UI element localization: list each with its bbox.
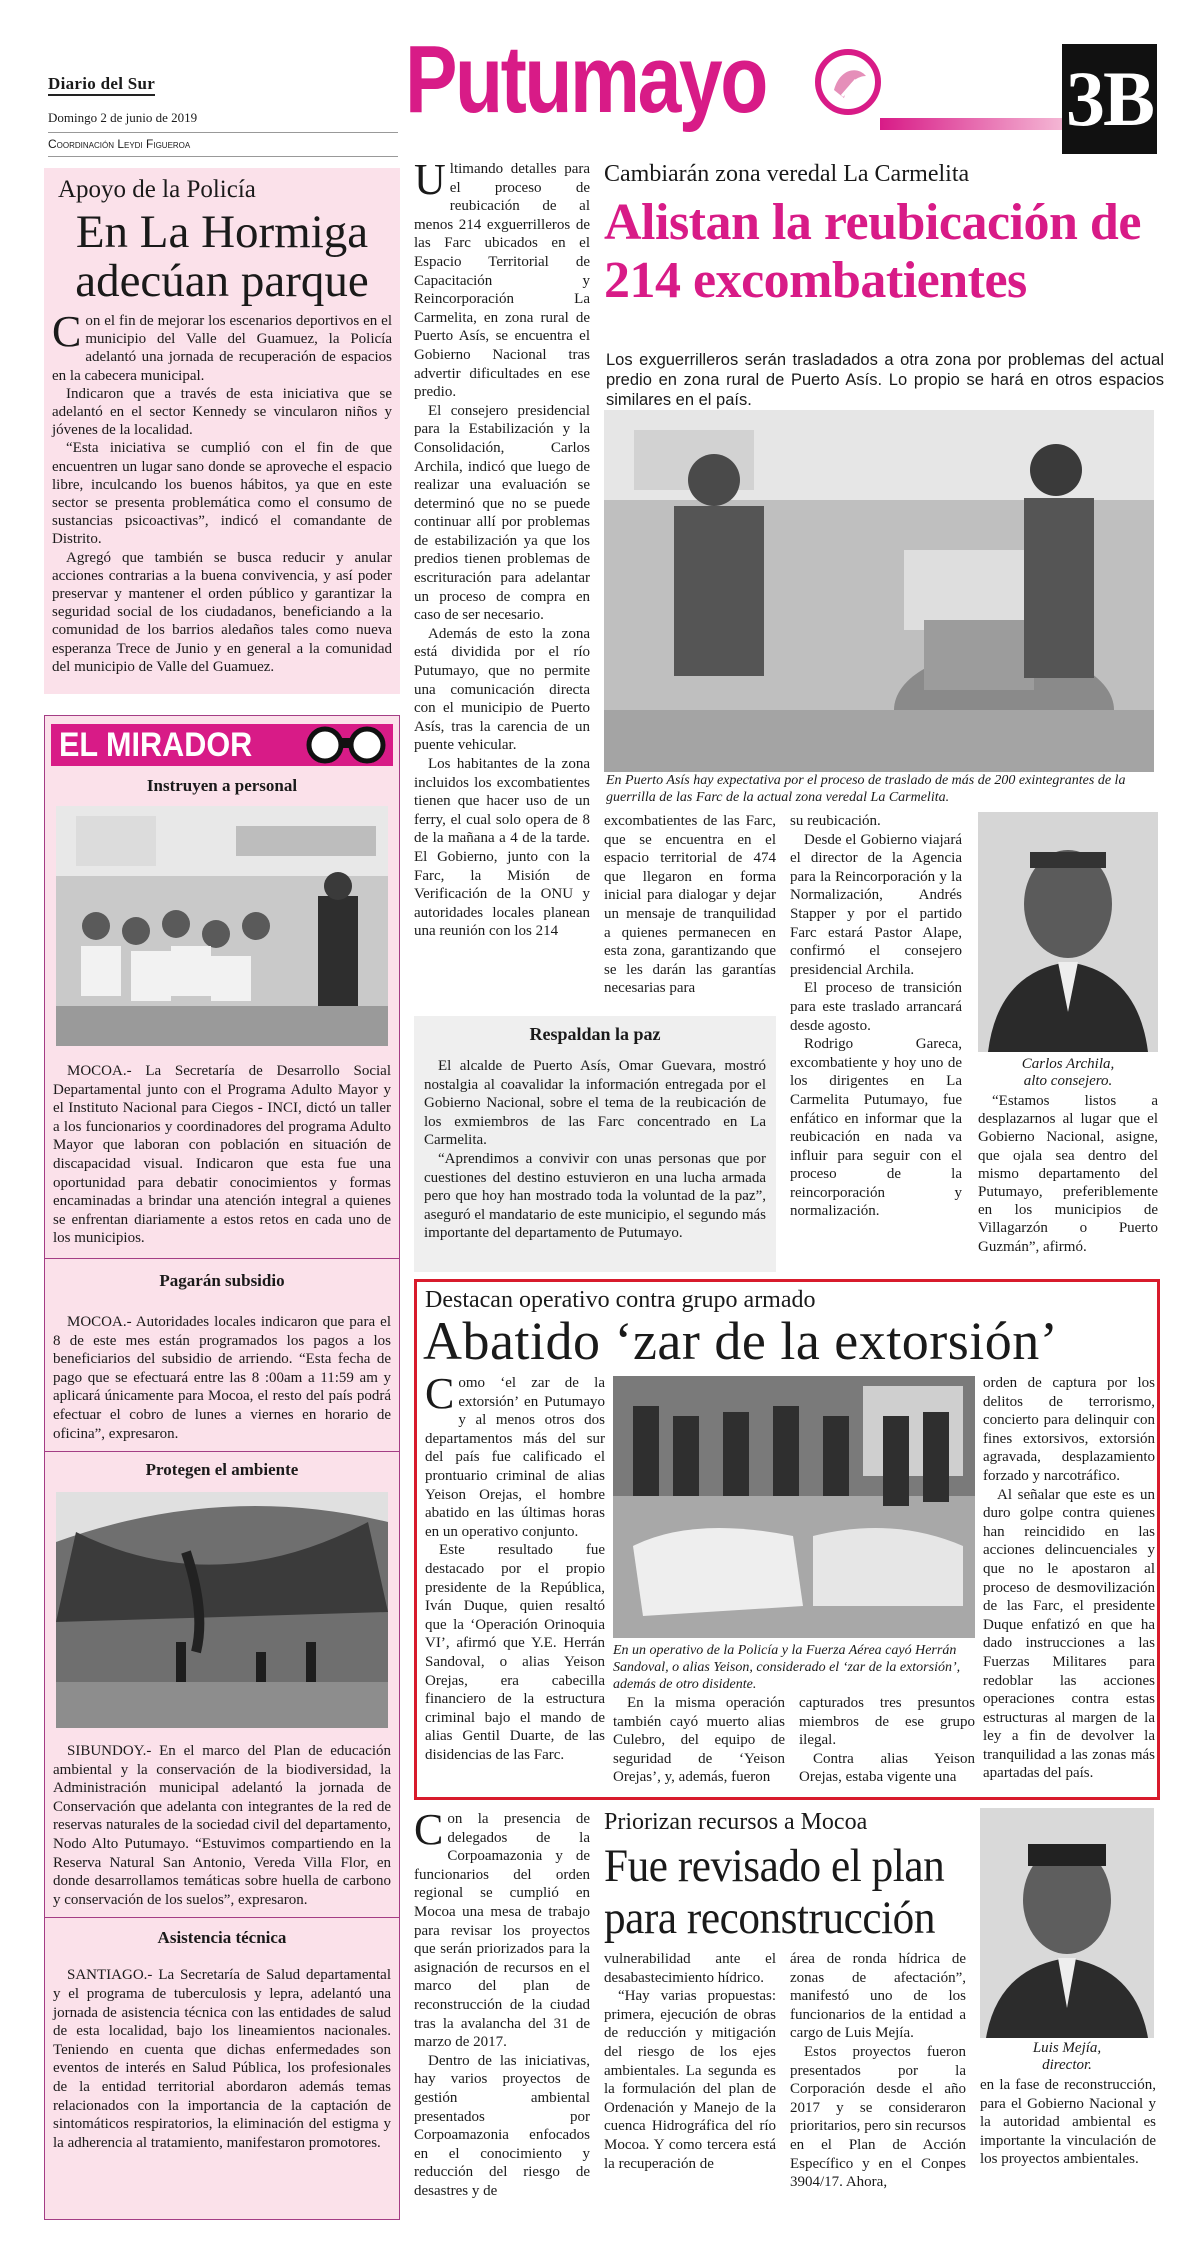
carmelita-headline: Alistan la reubicación de 214 excombatientes xyxy=(604,194,1141,309)
mocoa-dropcap: C xyxy=(414,1805,444,1854)
environment-photo xyxy=(56,1492,388,1728)
mocoa-column-1 xyxy=(414,1805,590,2220)
page-number: 3B xyxy=(1065,55,1154,142)
carmelita-column-1 xyxy=(414,155,590,1070)
carmelita-paragraph: Además de esto la zona está dividida por el río Putumayo, que no permite una comunicación directa con el municipio de Puerto Asís, tras la carencia de un puente vehicular. xyxy=(414,625,590,754)
mirador-divider xyxy=(45,1917,399,1918)
coordination-credit: Coordinación Leydi Figueroa xyxy=(48,137,191,151)
extorsion-paragraph: Al señalar que este es un duro golpe contra quienes han reincidido en las acciones delincuenciales y que no le apostaron al proceso de desmovilización de las Farc, el presidente Duque enfatizó en que ha dado instrucciones a las Fuerzas Militares para redoblar las acciones operaciones contra estas estructuras al margen de la ley a fin de devolver la tranquilidad a las zonas más apartadas del país. xyxy=(983,1486,1155,1782)
mirador-paragraph: MOCOA.- La Secretaría de Desarrollo Social Departamental junto con el Programa Adulto Mayor y el Instituto Nacional para Ciegos - INCI, dictó un taller a los funcionarios y coordinadores del programa Adulto Mayor que laboran con población en situación de discapacidad visual. Indicaron que esta fue una oportunidad para debatir conocimientos y formas encaminadas a brindar una atención integral a quienes se enfrentan diariamente a estos retos en cada uno de los municipios. xyxy=(53,1063,391,1247)
mocoa-paragraph: área de ronda hídrica de zonas de afectación”, manifestó uno de los funcionarios de la entidad a cargo de Luis Mejía. xyxy=(790,1951,966,2042)
extorsion-dropcap: C xyxy=(425,1369,455,1418)
extorsion-column-4 xyxy=(983,1374,1155,1794)
carmelita-photo-caption: En Puerto Asís hay expectativa por el proceso de traslado de más de 200 exintegrantes de la guerrilla de las Farc de la actual zona veredal La Carmelita. xyxy=(606,773,1126,805)
extorsion-column-1 xyxy=(425,1369,605,1794)
mirador-subhead-2: Pagarán subsidio xyxy=(159,1270,285,1290)
hormiga-paragraph: Indicaron que a través de esta iniciativa que se adelantó en el sector Kennedy se vincularon niños y jóvenes de la localidad. xyxy=(52,385,392,439)
hormiga-kicker: Apoyo de la Policía xyxy=(58,176,256,203)
carmelita-kicker: Cambiarán zona veredal La Carmelita xyxy=(604,161,970,187)
portrait-role: alto consejero. xyxy=(1023,1073,1113,1089)
carmelita-paragraph: El consejero presidencial para la Estabilización y la Consolidación, Carlos Archila, indicó que luego de realizar una evaluación se determinó que no se puede continuar allí por problemas de estabilización ya que los predios tienen problemas de escrituración para adelantar un proceso de compra en caso de ser necesario. xyxy=(414,402,590,624)
extorsion-paragraph: En la misma operación también cayó muerto alias Culebro, del equipo de seguridad de ‘Yeison Orejas’, y, además, fueron xyxy=(613,1695,785,1786)
mirador-subhead-4: Asistencia técnica xyxy=(157,1928,287,1948)
section-underline xyxy=(880,118,1062,130)
mirador-paragraph: SIBUNDOY.- En el marco del Plan de educación ambiental y la conservación de la biodiversidad, la Administración municipal adelantó la jornada de Conservación que adelanta con integrantes de la red de reservas naturales de la sociedad civil del departamento, Nodo Alto Putumayo. “Estuvimos compartiendo en la Reserva Natural San Antonio, Vereda Villa Flor, en donde desarrollamos temáticas sobre huella de carbono y conservación de los suelos”, expresaron. xyxy=(53,1743,391,1908)
mirador-text-3 xyxy=(53,1742,391,1909)
extorsion-article xyxy=(414,1279,1160,1800)
carmelita-paragraph: su reubicación. xyxy=(790,813,881,829)
mirador-paragraph: MOCOA.- Autoridades locales indicaron que para el 8 de este mes están programados los pagos a los beneficiarios del subsidio de arriendo. “Esta fecha de pago que se efectuará entre las 8 :00am a 11:59 am y aplicará únicamente para Mocoa, el resto del país podrá efectuar el cobro de lunes a viernes en horario de oficina”, expresaron. xyxy=(53,1313,391,1442)
carmelita-paragraph: ltimando detalles para el proceso de reubicación de al menos 214 exguerrilleros de las Farc ubicados en el Espacio Territorial de Capacitación y Reincorporación La Carmelita, en zona rural de Puerto Asís, se encuentra el Gobierno Nacional tras advertir dificultades en ese predio. xyxy=(414,161,590,401)
carlos-archila-portrait xyxy=(978,812,1158,1052)
carmelita-column-3 xyxy=(790,812,962,1272)
mocoa-paragraph: Estos proyectos fueron presentados por la Corporación desde el año 2017 y se consideraron prioritarios, pero sin recursos en el Plan de Acción Específico y en el Conpes 3904/17. Ahora, xyxy=(790,2043,966,2191)
mocoa-column-4 xyxy=(980,2076,1156,2216)
extorsion-paragraph: Contra alias Yeison Orejas, estaba vigente una xyxy=(799,1750,975,1786)
mirador-text-1 xyxy=(53,1062,391,1248)
carmelita-paragraph: “Estamos listos a desplazarnos al lugar que el Gobierno Nacional, asigne, que ojala sea dentro del mismo departamento del Putumayo, preferiblemente en los municipios de Villagarzón o Puerto Guzmán”, afirmó. xyxy=(978,1093,1158,1255)
respaldan-box xyxy=(414,1016,776,1272)
masthead-rule-bottom xyxy=(48,156,398,157)
mirador-divider xyxy=(45,1451,399,1452)
page-number-badge xyxy=(1062,44,1157,154)
extorsion-paragraph: capturados tres presuntos miembros de ese grupo ilegal. xyxy=(799,1695,975,1749)
luis-mejia-portrait xyxy=(980,1808,1154,2038)
masthead xyxy=(0,0,1193,160)
mocoa-kicker: Priorizan recursos a Mocoa xyxy=(604,1809,868,1835)
respaldan-body xyxy=(424,1057,766,1243)
mirador-subhead-3: Protegen el ambiente xyxy=(145,1460,299,1480)
extorsion-column-3 xyxy=(799,1694,975,1794)
carmelita-quote xyxy=(978,1092,1158,1256)
carmelita-photo xyxy=(604,410,1154,772)
mirador-banner-title: EL MIRADOR xyxy=(59,726,253,764)
mocoa-paragraph: on la presencia de delegados de la Corpoamazonia y de funcionarios del orden regional se cumplió en Mocoa una mesa de trabajo para revisar los proyectos que serán priorizados para la asignación de recursos en el marco del plan de reconstrucción de la ciudad tras la avalancha del 31 de marzo de 2017. xyxy=(414,1811,590,2051)
mirador-divider xyxy=(45,1258,399,1259)
carmelita-dropcap: U xyxy=(414,155,446,204)
luis-mejia-caption xyxy=(980,2040,1154,2074)
portrait-role: director. xyxy=(1042,2057,1092,2073)
mocoa-paragraph: Dentro de las iniciativas, hay varios proyectos de gestión ambiental presentados por Corpoamazonia enfocados en el conocimiento y reducción del riesgo de desastres y de xyxy=(414,2052,590,2199)
issue-date: Domingo 2 de junio de 2019 xyxy=(48,110,198,125)
section-logo-icon xyxy=(812,46,884,118)
masthead-rule xyxy=(48,132,398,133)
binoculars-icon xyxy=(303,726,389,764)
operation-photo-caption: En un operativo de la Policía y la Fuerza Aérea cayó Herrán Sandoval, o alias Yeison, considerado el ‘zar de la extorsión’, además de otro disidente. xyxy=(613,1643,961,1692)
respaldan-paragraph: El alcalde de Puerto Asís, Omar Guevara, mostró nostalgia al coavalidar la información entregada por el Gobierno Nacional, sobre el tema de la reubicación de los exmiembros de las Farc concentrado en La Carmelita. xyxy=(424,1058,766,1149)
hormiga-headline: En La Hormiga adecúan parque xyxy=(75,206,369,307)
mocoa-paragraph: “Hay varias propuestas: primera, ejecución de obras de reducción y mitigación del riesgo de los ejes ambientales. La segunda es la formulación del plan de Ordenación y Manejo de la cuenca Hidrográfica del río Mocoa. Y como tercera está la recuperación de xyxy=(604,1988,776,2172)
extorsion-paragraph: orden de captura por los delitos de terrorismo, concierto para delinquir con fines extorsivos, extorsión agravada, desplazamiento forzado y narcotráfico. xyxy=(983,1375,1155,1484)
mocoa-paragraph: en la fase de reconstrucción, para el Gobierno Nacional y la autoridad ambiental es importante la vinculación de los proyectos ambientales. xyxy=(980,2077,1156,2168)
mocoa-headline: Fue revisado el plan para reconstrucción xyxy=(604,1840,945,1944)
carmelita-paragraph: El proceso de transición para este traslado arrancará desde agosto. xyxy=(790,980,962,1034)
hormiga-dropcap: C xyxy=(52,307,82,356)
hormiga-paragraph: “Esta iniciativa se cumplió con el fin de que encuentren un lugar sano donde se aproveche el espacio libre, inculcando los buenos hábitos, ya que en este sector se presenta problemática como el consumo de sustancias psicoactivas”, indicó el comandante de Distrito. xyxy=(52,440,392,548)
mocoa-paragraph: vulnerabilidad ante el desabastecimiento hídrico. xyxy=(604,1951,776,1986)
hormiga-article xyxy=(44,168,400,694)
extorsion-column-2 xyxy=(613,1694,785,1794)
portrait-name: Carlos Archila, xyxy=(1021,1056,1115,1072)
hormiga-paragraph: Agregó que también se busca reducir y anular acciones contrarias a la buena convivencia, y así poder preservar y mantener el orden público y garantizar la seguridad social de los ciudadanos, beneficiando a la comunidad de los barrios aledaños tales como nueva esperanza Trece de Junio y en general a la comunidad del municipio de Valle del Guamuez. xyxy=(52,549,392,675)
mirador-subhead-1: Instruyen a personal xyxy=(146,776,298,795)
extorsion-kicker: Destacan operativo contra grupo armado xyxy=(425,1287,816,1313)
hormiga-paragraph: on el fin de mejorar los escenarios deportivos en el municipio del Valle del Guamuez, la Policía adelantó una jornada de recuperación de espacios en la cabecera municipal. xyxy=(52,313,392,384)
carmelita-column-2 xyxy=(604,812,776,1012)
section-title: Putumayo xyxy=(405,26,766,133)
mirador-text-2 xyxy=(53,1313,391,1443)
mirador-banner xyxy=(51,724,393,766)
extorsion-paragraph: Este resultado fue destacado por el propio presidente de la República, Iván Duque, quien resaltó que la ‘Operación Orinoquia VI’, afirmó que Y.E. Herrán Sandoval, o alias Yeison Orejas, era cabecilla financiero de la estructura criminal bajo el mando de alias Gentil Duarte, de las disidencias de las Farc. xyxy=(425,1542,605,1763)
mirador-text-4 xyxy=(53,1966,391,2152)
respaldan-title: Respaldan la paz xyxy=(529,1024,661,1044)
paper-name: Diario del Sur xyxy=(48,74,155,96)
hormiga-body xyxy=(52,307,392,676)
mirador-column xyxy=(44,715,400,2220)
respaldan-paragraph: “Aprendimos a convivir con unas personas que por cuestiones del destino estuvieron en una lucha armada pero que hoy han mostrado toda la voluntad de la paz”, aseguró el mandatario de este municipio, el segundo más importante del departamento de Putumayo. xyxy=(424,1150,766,1242)
mocoa-column-2 xyxy=(604,1950,776,2220)
carmelita-paragraph: Rodrigo Gareca, excombatiente y hoy uno de los dirigentes en La Carmelita Putumayo, fue enfático en informar que la reubicación en nada va influir para seguir con el proceso de la reincorporación y normalización. xyxy=(790,1036,962,1220)
extorsion-paragraph: omo ‘el zar de la extorsión’ en Putumayo y al menos otros dos departamentos más del sur del país fue calificado el prontuario criminal de alias Yeison Orejas, el hombre abatido en las últimas horas en un operativo conjunto. xyxy=(425,1375,605,1540)
carmelita-lead: Los exguerrilleros serán trasladados a otra zona por problemas del actual predio en zona rural de Puerto Asís. Lo propio se hará en otros espacios similares en el país. xyxy=(606,351,1164,409)
carlos-archila-caption xyxy=(978,1056,1158,1090)
carmelita-paragraph: excombatientes de las Farc, que se encuentra en el espacio territorial de 474 que llegaron en forma inicial para dialogar y dejar un mensaje de tranquilidad a quienes permanecen en esta zona, garantizando que se les darán las garantías necesarias para xyxy=(604,813,776,997)
carmelita-paragraph: Desde el Gobierno viajará el director de la Agencia para la Reincorporación y la Normalización, Andrés Stapper y por el partido Farc estará Pastor Alape, confirmó el consejero presidencial Archila. xyxy=(790,831,962,978)
mirador-paragraph: SANTIAGO.- La Secretaría de Salud departamental y el programa de tuberculosis y lepra, adelantó una jornada de asistencia técnica con las entidades de salud de esta localidad, bajo los lineamientos nacionales. Teniendo en cuenta que dichas enfermedades son eventos de interés en Salud Pública, los profesionales de la entidad territorial abordaron además temas relacionados con la importancia de la captación de sintomáticos respiratorios, la eliminación del estigma y la adherencia al tratamiento, manifestaron promotores. xyxy=(53,1967,391,2151)
extorsion-headline: Abatido ‘zar de la extorsión’ xyxy=(423,1311,1059,1371)
workshop-photo xyxy=(56,806,388,1046)
operation-photo xyxy=(613,1376,975,1638)
carmelita-paragraph: Los habitantes de la zona incluidos los excombatientes tienen que hacer uso de un ferry, el cual solo opera de 8 de la mañana a 4 de la tarde. El Gobierno, junto con la Farc, la Misión de Verificación de la ONU y autoridades locales planean una reunión con los 214 xyxy=(414,756,590,940)
portrait-name: Luis Mejía, xyxy=(1032,2040,1102,2056)
mocoa-column-3 xyxy=(790,1950,966,2220)
